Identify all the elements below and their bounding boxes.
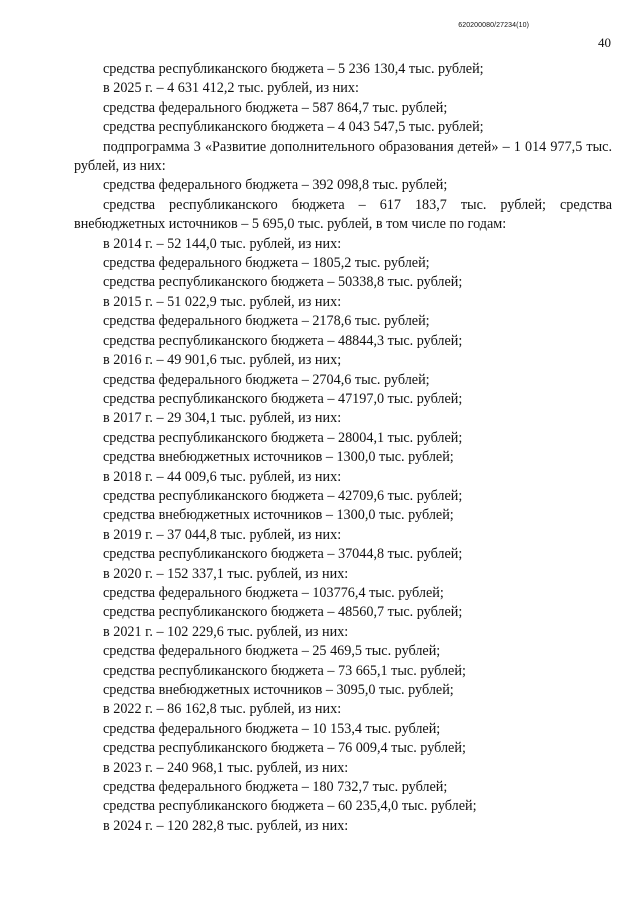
paragraph: средства федерального бюджета – 10 153,4 тыс. рублей; [103,720,441,737]
paragraph: в 2023 г. – 240 968,1 тыс. рублей, из них: [103,759,349,776]
paragraph: средства внебюджетных источников – 1300,0 тыс. рублей; [103,507,454,524]
paragraph: средства республиканского бюджета – 73 665,1 тыс. рублей; [103,662,466,679]
paragraph: средства республиканского бюджета – 28004,1 тыс. рублей; [103,429,463,446]
paragraph: средства республиканского бюджета – 47197,0 тыс. рублей; [103,390,463,407]
paragraph: в 2021 г. – 102 229,6 тыс. рублей, из них: [103,623,349,640]
paragraph: средства республиканского бюджета – 48844,3 тыс. рублей; [103,332,463,349]
paragraph: средства республиканского бюджета – 5 236 130,4 тыс. рублей; [103,61,484,77]
document-code: 620200080/27234(10) [458,22,529,29]
paragraph: в 2014 г. – 52 144,0 тыс. рублей, из них: [103,235,342,252]
paragraph: средства внебюджетных источников – 1300,0 тыс. рублей; [103,449,454,466]
paragraph: в 2019 г. – 37 044,8 тыс. рублей, из них: [103,526,342,543]
paragraph: подпрограмма 3 «Развитие дополнительного образования детей» – 1 014 977,5 тыс. рублей, из них: [74,138,612,175]
paragraph: средства республиканского бюджета – 37044,8 тыс. рублей; [103,546,463,563]
paragraph: средства федерального бюджета – 103776,4 тыс. рублей; [103,584,444,601]
page-number: 40 [598,35,611,50]
paragraph: в 2025 г. – 4 631 412,2 тыс. рублей, из них: [103,80,359,97]
paragraph: в 2022 г. – 86 162,8 тыс. рублей, из них: [103,701,342,718]
paragraph: средства республиканского бюджета – 42709,6 тыс. рублей; [103,487,463,504]
paragraph: в 2018 г. – 44 009,6 тыс. рублей, из них: [103,468,342,485]
paragraph: средства федерального бюджета – 392 098,8 тыс. рублей; [103,177,448,194]
paragraph: средства федерального бюджета – 1805,2 тыс. рублей; [103,255,430,272]
paragraph: средства республиканского бюджета – 4 043 547,5 тыс. рублей; [103,119,484,136]
paragraph: в 2017 г. – 29 304,1 тыс. рублей, из них: [103,410,342,427]
paragraph: в 2020 г. – 152 337,1 тыс. рублей, из них: [103,565,349,582]
paragraph: средства республиканского бюджета – 76 009,4 тыс. рублей; [103,740,466,757]
paragraph: средства республиканского бюджета – 617 183,7 тыс. рублей; средства внебюджетных источников – 5 695,0 тыс. рублей, в том числе по годам: [74,196,612,233]
paragraph: средства федерального бюджета – 25 469,5 тыс. рублей; [103,643,441,660]
paragraph: средства федерального бюджета – 2704,6 тыс. рублей; [103,371,430,388]
paragraph: средства федерального бюджета – 180 732,7 тыс. рублей; [103,779,448,796]
paragraph: средства внебюджетных источников – 3095,0 тыс. рублей; [103,682,454,698]
paragraph: средства республиканского бюджета – 50338,8 тыс. рублей; [103,274,463,291]
paragraph: в 2015 г. – 51 022,9 тыс. рублей, из них: [103,293,342,310]
paragraph: средства республиканского бюджета – 48560,7 тыс. рублей; [103,604,463,621]
paragraph: в 2024 г. – 120 282,8 тыс. рублей, из них: [103,817,349,834]
paragraph: средства республиканского бюджета – 60 235,4,0 тыс. рублей; [103,798,477,815]
paragraph: средства федерального бюджета – 587 864,7 тыс. рублей; [103,99,448,116]
paragraph: в 2016 г. – 49 901,6 тыс. рублей, из них; [103,352,342,369]
paragraph: средства федерального бюджета – 2178,6 тыс. рублей; [103,313,430,330]
document-body [74,60,612,836]
